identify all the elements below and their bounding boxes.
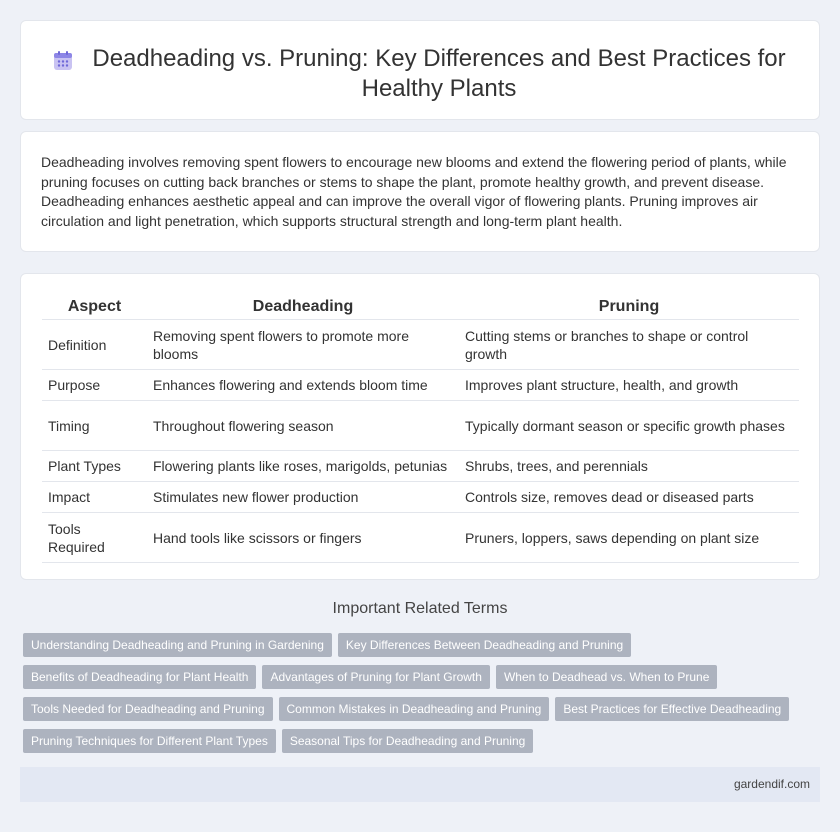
comparison-card (20, 273, 820, 580)
table-cell: Enhances flowering and extends bloom time (147, 370, 459, 401)
table-row (42, 370, 799, 401)
table-cell: Timing (42, 401, 147, 451)
footer-site-link[interactable]: gardendif.com (733, 777, 810, 791)
intro-card (20, 131, 820, 252)
related-term-tag[interactable]: Pruning Techniques for Different Plant Types (23, 729, 276, 753)
comparison-table (42, 295, 799, 563)
table-cell: Tools Required (42, 513, 147, 563)
table-cell: Removing spent flowers to promote more blooms (147, 320, 459, 370)
column-header-aspect: Aspect (42, 295, 147, 320)
related-term-tag[interactable]: Key Differences Between Deadheading and Pruning (338, 633, 631, 657)
related-term-tag[interactable]: Best Practices for Effective Deadheading (555, 697, 789, 721)
related-terms-title: Important Related Terms (332, 600, 508, 617)
table-cell: Definition (42, 320, 147, 370)
table-cell: Flowering plants like roses, marigolds, petunias (147, 451, 459, 482)
column-header-pruning: Pruning (459, 295, 799, 320)
header-card (20, 20, 820, 120)
table-cell: Impact (42, 482, 147, 513)
table-cell: Shrubs, trees, and perennials (459, 451, 799, 482)
table-cell: Controls size, removes dead or diseased parts (459, 482, 799, 513)
intro-paragraph: Deadheading involves removing spent flowers to encourage new blooms and extend the flowering period of plants, while pruning focuses on cutting back branches or stems to shape the plant, promote healthy growth, and prevent disease. Deadheading enhances aesthetic appeal and can improve the overall vigor of flowering plants. Pruning improves air circulation and light penetration, which supports structural strength and long-term plant health. (41, 154, 787, 229)
related-term-tag[interactable]: Common Mistakes in Deadheading and Pruning (279, 697, 550, 721)
table-cell: Throughout flowering season (147, 401, 459, 451)
table-cell: Stimulates new flower production (147, 482, 459, 513)
table-cell: Plant Types (42, 451, 147, 482)
footer (20, 767, 820, 802)
table-row (42, 482, 799, 513)
related-term-tag[interactable]: When to Deadhead vs. When to Prune (496, 665, 717, 689)
table-cell: Improves plant structure, health, and growth (459, 370, 799, 401)
table-row (42, 320, 799, 370)
related-term-tag[interactable]: Advantages of Pruning for Plant Growth (262, 665, 489, 689)
table-cell: Pruners, loppers, saws depending on plant size (459, 513, 799, 563)
page-title: Deadheading vs. Pruning: Key Differences and Best Practices for Healthy Plants (92, 45, 786, 102)
table-cell: Typically dormant season or specific growth phases (459, 401, 799, 451)
table-cell: Cutting stems or branches to shape or control growth (459, 320, 799, 370)
table-row (42, 451, 799, 482)
column-header-deadheading: Deadheading (147, 295, 459, 320)
table-row (42, 513, 799, 563)
related-term-tag[interactable]: Benefits of Deadheading for Plant Health (23, 665, 256, 689)
related-term-tag[interactable]: Tools Needed for Deadheading and Pruning (23, 697, 273, 721)
related-term-tag[interactable]: Understanding Deadheading and Pruning in Gardening (23, 633, 332, 657)
calendar-icon (51, 49, 75, 73)
table-row (42, 401, 799, 451)
related-term-tag[interactable]: Seasonal Tips for Deadheading and Pruning (282, 729, 534, 753)
related-terms-list (23, 633, 823, 761)
table-cell: Purpose (42, 370, 147, 401)
table-cell: Hand tools like scissors or fingers (147, 513, 459, 563)
